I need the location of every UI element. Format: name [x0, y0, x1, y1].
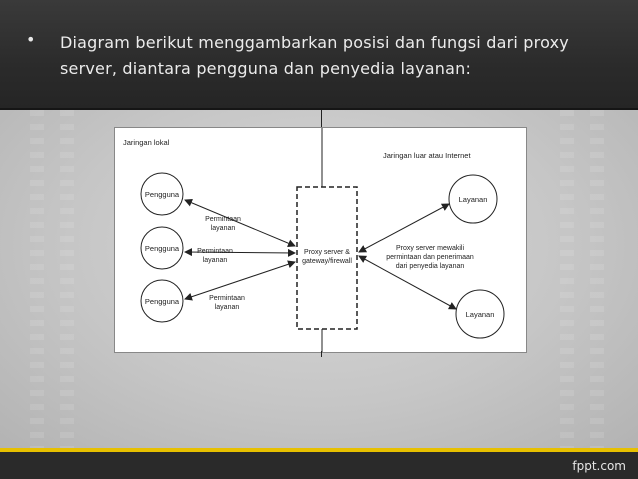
- user-node-3: [141, 280, 183, 322]
- user-node-label: Pengguna: [144, 190, 180, 199]
- tire-tread-decoration: [30, 110, 44, 448]
- arrow-user3-proxy: [185, 262, 295, 299]
- bullet-text: Diagram berikut menggambarkan posisi dan fungsi dari proxy server, diantara pengguna dan penyedia layanan:: [60, 33, 569, 78]
- proxy-server-box: [297, 187, 357, 329]
- proxy-diagram-svg: [115, 128, 526, 352]
- svg-text:Permintaan: Permintaan: [197, 248, 233, 255]
- proxy-diagram: [114, 127, 527, 353]
- divider-extension-top: [321, 110, 322, 127]
- svg-text:layanan: layanan: [210, 225, 236, 232]
- footer-brand: fppt.com: [572, 459, 626, 473]
- svg-text:Permintaan: Permintaan: [205, 216, 241, 223]
- arrow-user1-proxy: [185, 200, 295, 246]
- bullet-symbol: •: [26, 30, 36, 49]
- service-node-1: [449, 175, 497, 223]
- svg-text:permintaan dan penerimaan: permintaan dan penerimaan: [386, 254, 474, 261]
- user-node-label: Pengguna: [144, 244, 180, 253]
- svg-text:layanan: layanan: [202, 257, 228, 264]
- proxy-label-line1: Proxy server &: [304, 249, 350, 256]
- user-node-1: [141, 173, 183, 215]
- external-network-label: Jaringan luar atau Internet: [383, 151, 471, 160]
- tire-tread-decoration: [60, 110, 74, 448]
- svg-text:Permintaan: Permintaan: [209, 295, 245, 302]
- user-node-label: Pengguna: [144, 297, 180, 306]
- tire-tread-decoration: [590, 110, 604, 448]
- svg-text:dari penyedia layanan: dari penyedia layanan: [395, 263, 465, 270]
- request-label-2: [197, 248, 233, 264]
- user-node-2: [141, 227, 183, 269]
- request-label-1: [205, 216, 241, 232]
- service-node-label: Layanan: [458, 195, 488, 204]
- svg-text:layanan: layanan: [214, 304, 240, 311]
- divider-extension-bottom: [321, 351, 322, 357]
- proxy-description: [386, 245, 474, 270]
- slide-header: [0, 0, 638, 110]
- local-network-label: Jaringan lokal: [123, 138, 170, 147]
- service-node-2: [456, 290, 504, 338]
- request-label-3: [209, 295, 245, 311]
- service-node-label: Layanan: [465, 310, 495, 319]
- tire-tread-decoration: [560, 110, 574, 448]
- proxy-label-line2: gateway/firewall: [302, 258, 352, 265]
- slide-footer: [0, 448, 638, 479]
- svg-text:Proxy server mewakili: Proxy server mewakili: [395, 245, 465, 252]
